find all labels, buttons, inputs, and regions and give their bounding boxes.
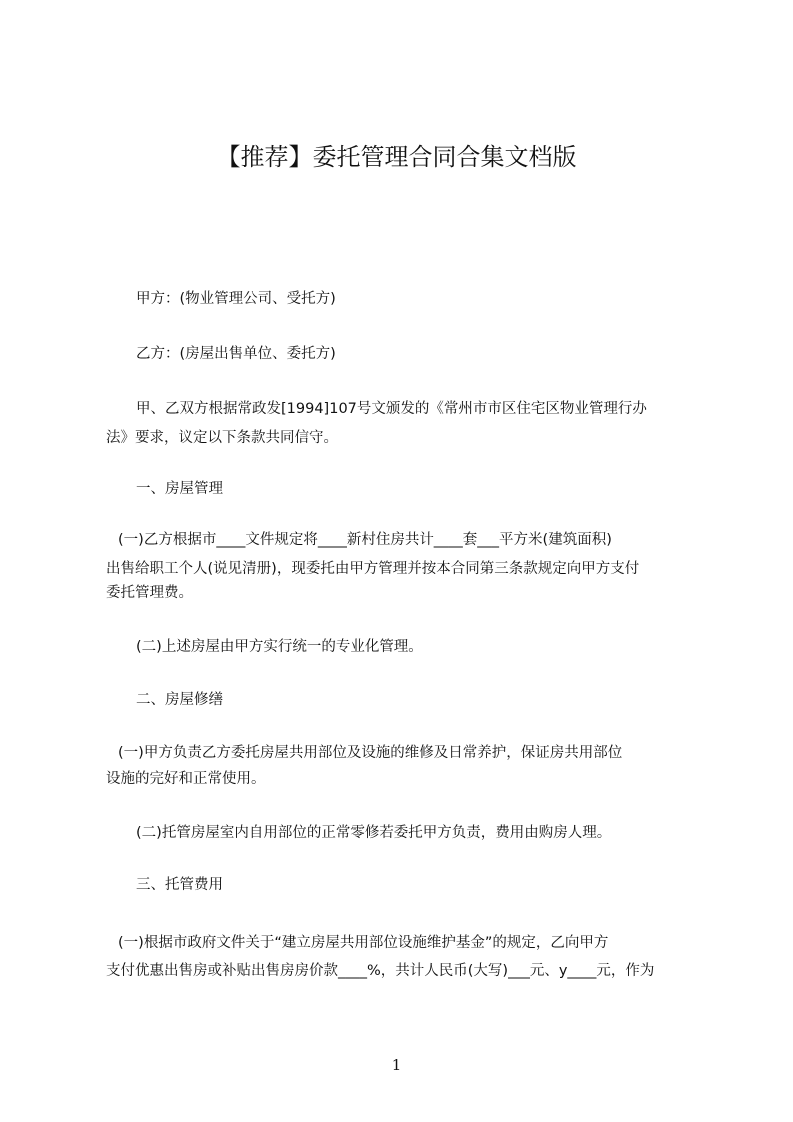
preamble-line-1: 甲、乙双方根据常政发[1994]107号文颁发的《常州市市区住宅区物业管理行办 — [136, 401, 647, 417]
clause-3-1-line-1: (一)根据市政府文件关于“建立房屋共用部位设施维护基金”的规定，乙向甲方 — [118, 935, 609, 951]
clause-3-1-line-2: 支付优惠出售房或补贴出售房房价款____%，共计人民币(大写)___元、y____元，作为 — [106, 963, 655, 979]
document-title: 【推荐】委托管理合同合集文档版 — [216, 143, 577, 171]
party-b-line: 乙方：(房屋出售单位、委托方) — [136, 346, 336, 362]
clause-1-2: (二)上述房屋由甲方实行统一的专业化管理。 — [136, 639, 423, 655]
clause-2-2: (二)托管房屋室内自用部位的正常零修若委托甲方负责，费用由购房人理。 — [136, 825, 612, 841]
clause-2-1-line-1: (一)甲方负责乙方委托房屋共用部位及设施的维修及日常养护，保证房共用部位 — [118, 745, 623, 761]
section-heading-1: 一、房屋管理 — [136, 481, 223, 497]
page-number: 1 — [391, 1056, 402, 1074]
section-heading-3: 三、托管费用 — [136, 877, 223, 893]
clause-1-1-line-1: (一)乙方根据市____文件规定将____新村住房共计____套___平方米(建筑面积) — [118, 532, 612, 548]
party-a-line: 甲方：(物业管理公司、受托方) — [136, 291, 336, 307]
clause-1-1-line-2: 出售给职工个人(说见清册)，现委托由甲方管理并按本合同第三条款规定向甲方支付 — [106, 561, 640, 577]
clause-2-1-line-2: 设施的完好和正常使用。 — [106, 771, 266, 787]
clause-1-1-line-3: 委托管理费。 — [106, 585, 193, 601]
section-heading-2: 二、房屋修缮 — [136, 692, 223, 708]
preamble-line-2: 法》要求，议定以下条款共同信守。 — [106, 430, 338, 446]
